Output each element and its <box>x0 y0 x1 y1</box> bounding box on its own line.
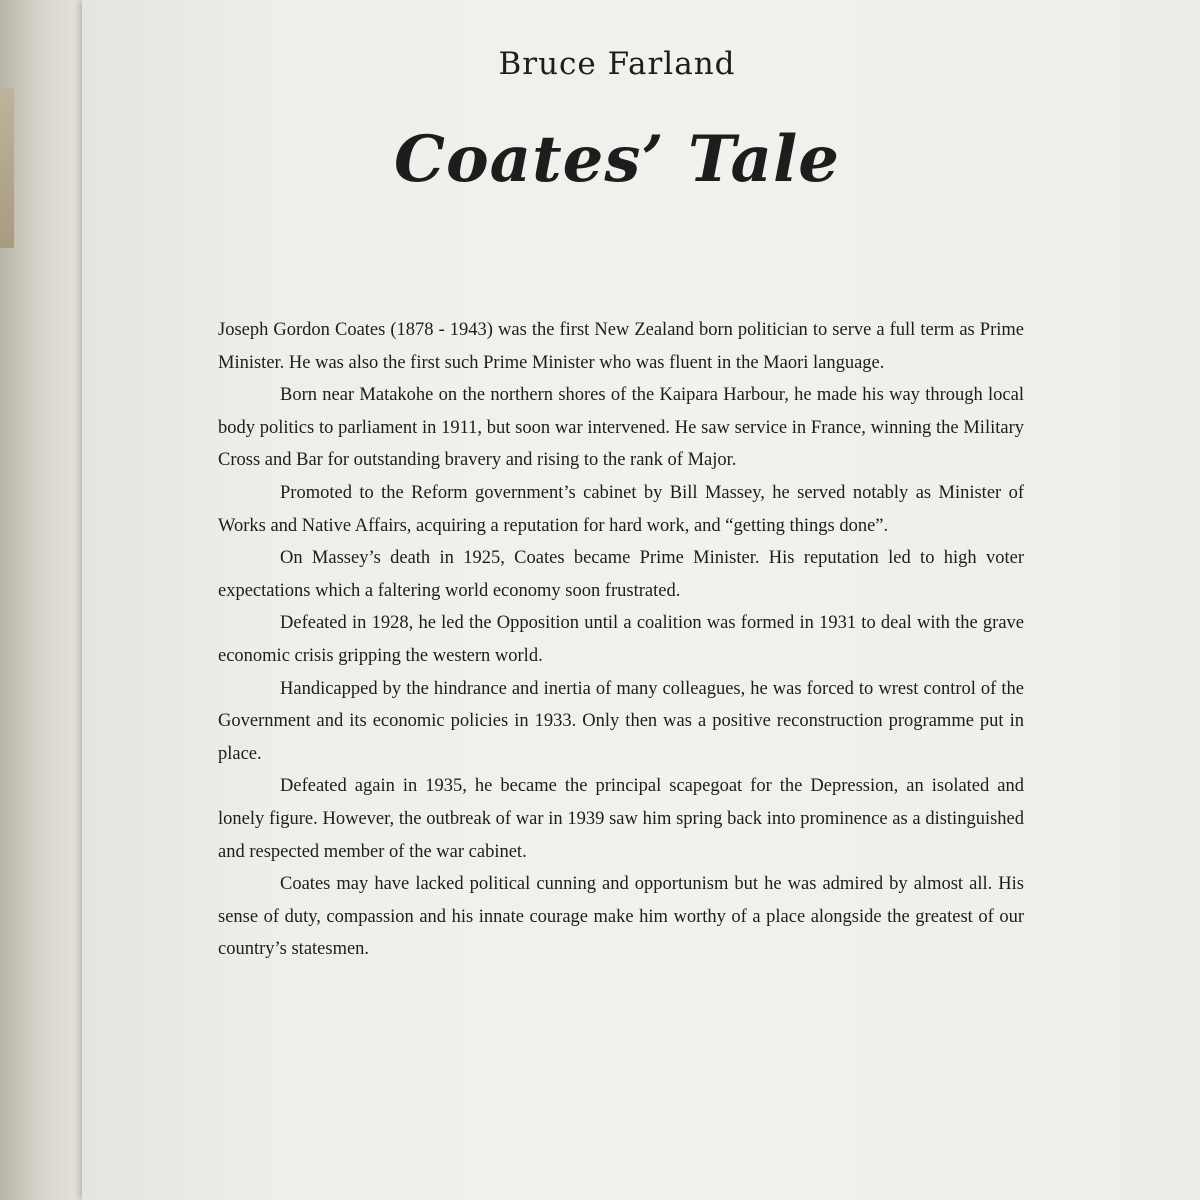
author-name: Bruce Farland <box>498 46 736 82</box>
adjacent-page-edge <box>0 88 14 248</box>
paragraph: Coates may have lacked political cunning and opportunism but he was admired by almost all. His sense of duty, compassion and his innate courage make him worthy of a place alongside the greatest of our country’s statesmen. <box>218 874 1024 960</box>
paragraph: On Massey’s death in 1925, Coates became Prime Minister. His reputation led to high voter expectations which a faltering world economy soon frustrated. <box>218 548 1024 601</box>
paragraph: Promoted to the Reform government’s cabinet by Bill Massey, he served notably as Minister of Works and Native Affairs, acquiring a reputation for hard work, and “getting things done”. <box>218 482 1024 536</box>
book-page <box>82 0 1200 1200</box>
body-text <box>218 314 1024 966</box>
paragraph: Defeated in 1928, he led the Opposition until a coalition was formed in 1931 to deal with the grave economic crisis gripping the western world. <box>218 613 1024 666</box>
paragraph: Defeated again in 1935, he became the principal scapegoat for the Depression, an isolated and lonely figure. However, the outbreak of war in 1939 saw him spring back into prominence as a distinguished and respected member of the war cabinet. <box>218 776 1024 862</box>
paragraph: Joseph Gordon Coates (1878 - 1943) was the first New Zealand born politician to serve a full term as Prime Minister. He was also the first such Prime Minister who was fluent in the Maori language. <box>218 320 1024 373</box>
paragraph: Born near Matakohe on the northern shores of the Kaipara Harbour, he made his way through local body politics to parliament in 1911, but soon war intervened. He saw service in France, winning the Military Cross and Bar for outstanding bravery and rising to the rank of Major. <box>218 385 1024 471</box>
book-title: Coates’ Tale <box>394 122 840 197</box>
paragraph: Handicapped by the hindrance and inertia of many colleagues, he was forced to wrest control of the Government and its economic policies in 1933. Only then was a positive reconstruction programme put in place. <box>218 678 1024 764</box>
